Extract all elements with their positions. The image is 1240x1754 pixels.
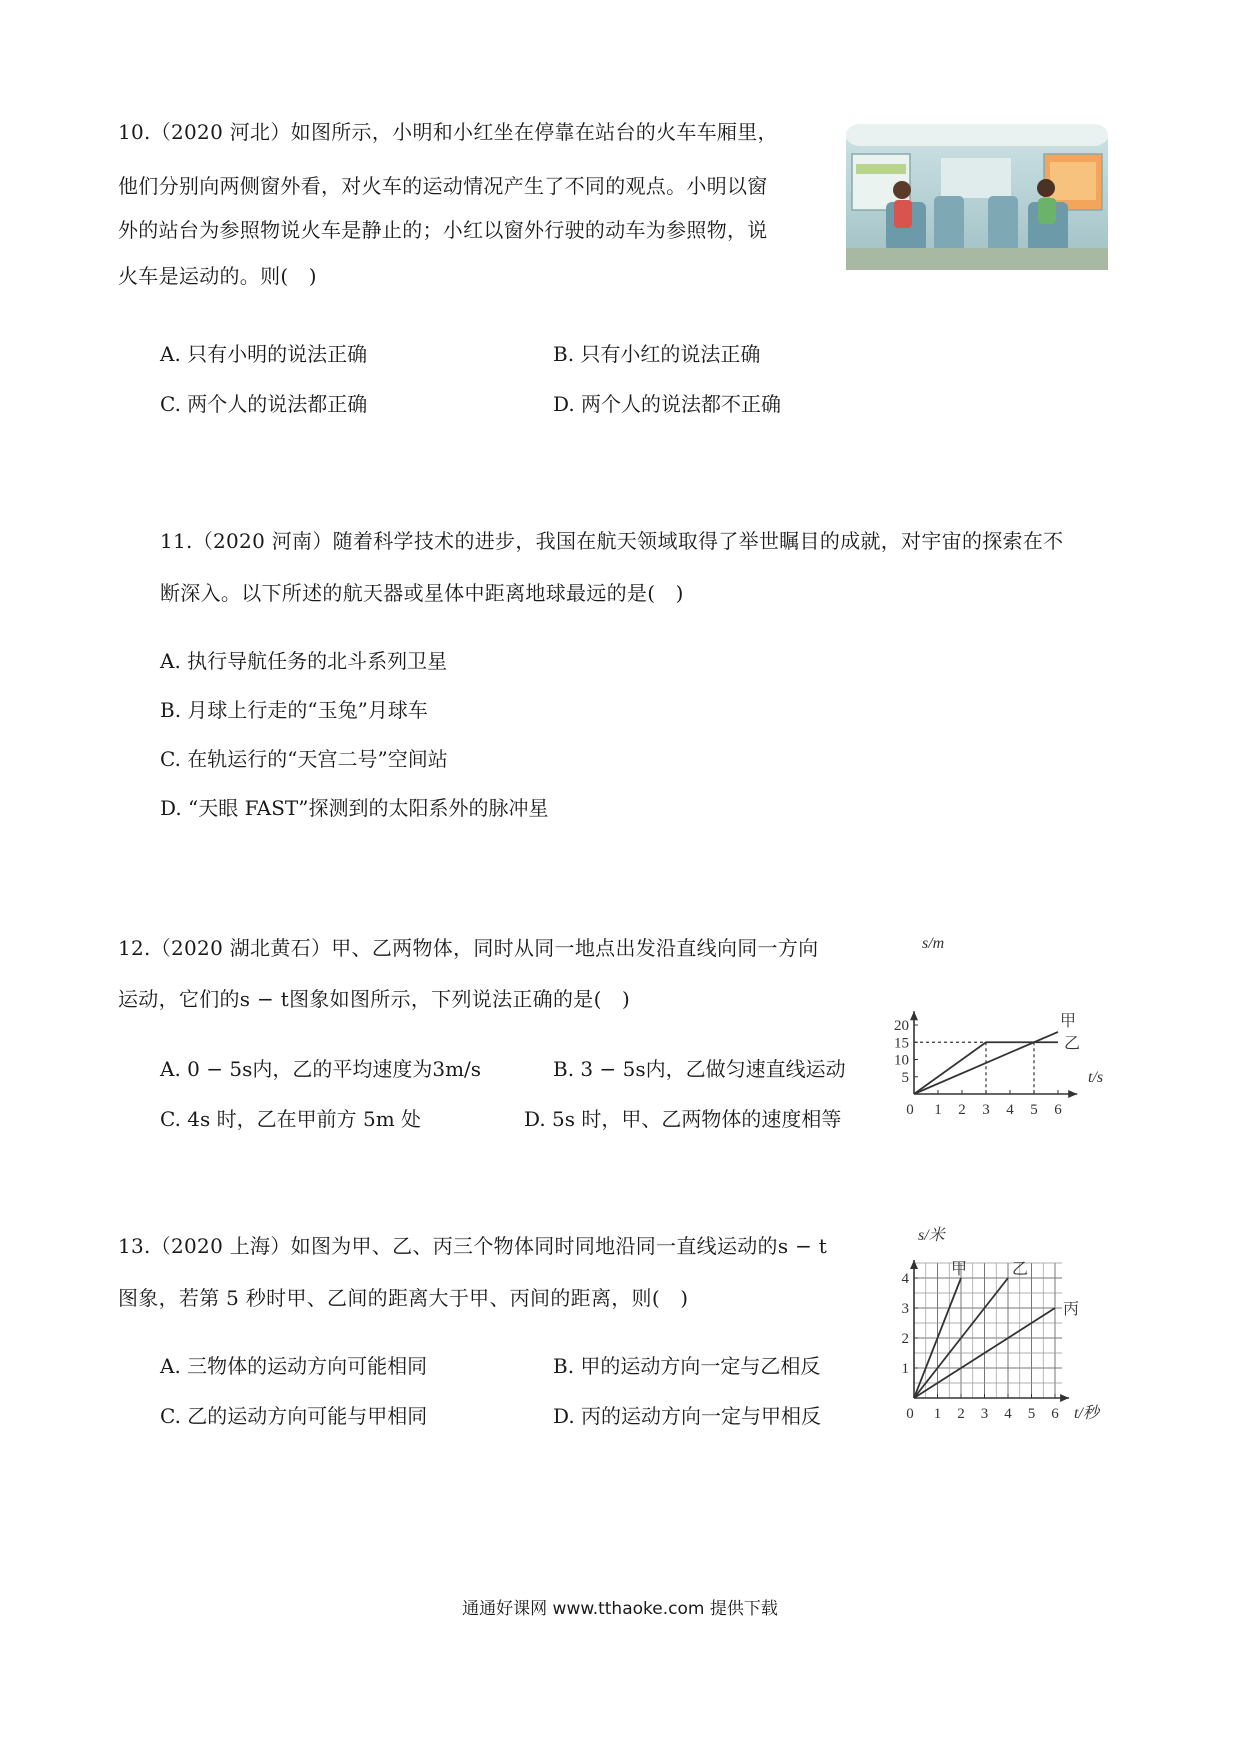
x-tick-label: 2 [957,1406,965,1422]
q11-line-1: 11.（2020 河南）随着科学技术的进步，我国在航天领域取得了举世瞩目的成就，对宇宙的探索在不 [160,529,1064,553]
q13-line-1: 13.（2020 上海）如图为甲、乙、丙三个物体同时同地沿同一直线运动的s − t [118,1234,828,1258]
series-label: 乙 [1012,1261,1029,1278]
q11-option-a: A. 执行导航任务的北斗系列卫星 [160,649,448,673]
q12-st-chart [880,926,1120,1122]
x-axis-label: t/秒 [1074,1405,1099,1422]
y-tick-label: 5 [901,1069,909,1086]
q11-option-d: D. “天眼 FAST”探测到的太阳系外的脉冲星 [160,796,549,820]
q12-st-graph [880,926,1120,1122]
y-axis-arrow [910,1260,918,1269]
x-axis-arrow [1068,1090,1077,1098]
x-tick-label: 1 [934,1102,942,1118]
q12-option-b: B. 3 − 5s内，乙做匀速直线运动 [553,1057,846,1081]
q13-st-chart [886,1222,1122,1426]
x-tick-label: 5 [1027,1406,1036,1422]
y-tick-label: 15 [894,1035,909,1052]
x-tick-label: 6 [1054,1102,1062,1118]
q12-line-1: 12.（2020 湖北黄石）甲、乙两物体，同时从同一地点出发沿直线向同一方向 [118,936,819,960]
q13-option-b: B. 甲的运动方向一定与乙相反 [553,1354,821,1378]
y-tick-label: 10 [894,1052,909,1069]
q13-option-a: A. 三物体的运动方向可能相同 [160,1354,428,1378]
x-tick-label: 0 [906,1102,914,1118]
series-label: 甲 [951,1261,968,1278]
q11-line-2: 断深入。以下所述的航天器或星体中距离地球最远的是( ) [160,581,684,605]
y-tick-label: 4 [901,1271,909,1287]
q13-st-graph [886,1222,1122,1426]
q10-option-d: D. 两个人的说法都不正确 [553,392,782,416]
q10-option-b: B. 只有小红的说法正确 [553,342,761,366]
series-label: 甲 [1060,1012,1077,1030]
x-tick-label: 1 [933,1406,942,1422]
q10-line-4: 火车是运动的。则( ) [118,264,317,288]
x-tick-label: 2 [958,1102,966,1118]
q10-line-2: 他们分别向两侧窗外看，对火车的运动情况产生了不同的观点。小明以窗 [118,174,768,198]
q13-option-c: C. 乙的运动方向可能与甲相同 [160,1404,428,1428]
q12-option-c: C. 4s 时，乙在甲前方 5m 处 [160,1107,422,1131]
x-tick-label: 4 [1004,1406,1012,1422]
q12-line-2: 运动，它们的s − t图象如图所示，下列说法正确的是( ) [118,987,631,1011]
y-tick-label: 2 [901,1331,909,1347]
y-axis-label: s/米 [918,1227,945,1244]
y-tick-label: 3 [901,1301,909,1317]
footer-source: 通通好课网 www.tthaoke.com 提供下载 [462,1599,778,1619]
train-carriage-illustration [846,124,1108,270]
q12-option-a: A. 0 − 5s内，乙的平均速度为3m/s [160,1057,482,1081]
q11-option-b: B. 月球上行走的“玉兔”月球车 [160,698,428,722]
x-tick-label: 0 [906,1406,914,1422]
q10-line-3: 外的站台为参照物说火车是静止的；小红以窗外行驶的动车为参照物，说 [118,218,768,242]
x-tick-label: 6 [1051,1406,1059,1422]
y-tick-label: 1 [901,1361,909,1377]
q11-option-c: C. 在轨运行的“天宫二号”空间站 [160,747,448,771]
x-tick-label: 3 [980,1406,989,1422]
series-label: 丙 [1063,1301,1080,1318]
y-tick-label: 20 [894,1018,909,1034]
q13-line-2: 图象，若第 5 秒时甲、乙间的距离大于甲、丙间的距离，则( ) [118,1286,689,1310]
q10-line-1: 10.（2020 河北）如图所示，小明和小红坐在停靠在站台的火车车厢里， [118,120,778,144]
x-tick-label: 3 [982,1102,990,1118]
x-axis-arrow [1060,1394,1069,1402]
q10-option-c: C. 两个人的说法都正确 [160,392,368,416]
x-axis-label: t/s [1088,1069,1104,1086]
q13-option-d: D. 丙的运动方向一定与甲相反 [553,1404,822,1428]
x-tick-label: 4 [1006,1102,1014,1118]
q10-option-a: A. 只有小明的说法正确 [160,342,368,366]
x-tick-label: 5 [1030,1102,1038,1118]
y-axis-arrow [910,1011,918,1020]
series-label: 乙 [1064,1035,1081,1053]
y-axis-label: s/m [922,935,945,952]
q12-option-d: D. 5s 时，甲、乙两物体的速度相等 [524,1107,842,1131]
